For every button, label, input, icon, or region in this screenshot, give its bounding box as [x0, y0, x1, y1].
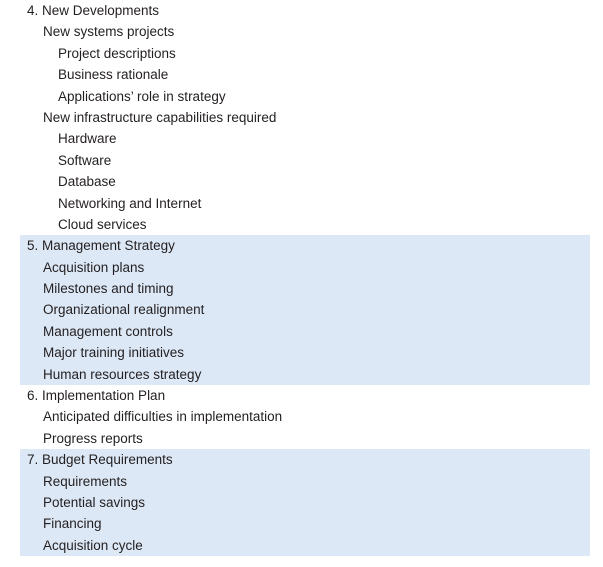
section-new-developments: [20, 0, 590, 235]
outline-item: Progress reports: [43, 430, 143, 446]
section-heading: 7. Budget Requirements: [27, 452, 173, 468]
outline-item: Management controls: [43, 323, 173, 339]
outline-item: Requirements: [43, 473, 128, 489]
section-heading: 4. New Developments: [27, 3, 160, 18]
outline-subitem: Hardware: [58, 131, 117, 147]
outline-item: Milestones and timing: [43, 281, 174, 297]
outline-subitem: Cloud services: [58, 216, 147, 232]
outline-item: Anticipated difficulties in implementation: [43, 409, 283, 425]
outline-subitem: Business rationale: [58, 67, 169, 83]
outline-item: Potential savings: [43, 494, 146, 510]
section-management-strategy: [20, 235, 590, 385]
outline-item: Human resources strategy: [43, 366, 202, 382]
outline-item: Acquisition cycle: [43, 537, 143, 553]
outline-item: Organizational realignment: [43, 302, 205, 318]
outline-subitem: Database: [58, 174, 116, 190]
outline-item: New systems projects: [43, 24, 175, 40]
outline-subitem: Project descriptions: [58, 45, 176, 61]
outline-item: Financing: [43, 516, 102, 532]
section-budget-requirements: [20, 449, 590, 556]
plan-outline: [20, 0, 590, 556]
outline-subitem: Networking and Internet: [58, 195, 202, 211]
outline-subitem: Software: [58, 152, 112, 168]
section-implementation-plan: [20, 385, 590, 449]
outline-item: Acquisition plans: [43, 259, 145, 275]
outline-subitem: Applications’ role in strategy: [58, 88, 226, 104]
outline-item: New infrastructure capabilities required: [43, 109, 277, 125]
section-heading: 6. Implementation Plan: [27, 388, 166, 404]
section-heading: 5. Management Strategy: [27, 238, 175, 254]
outline-item: Major training initiatives: [43, 345, 185, 361]
